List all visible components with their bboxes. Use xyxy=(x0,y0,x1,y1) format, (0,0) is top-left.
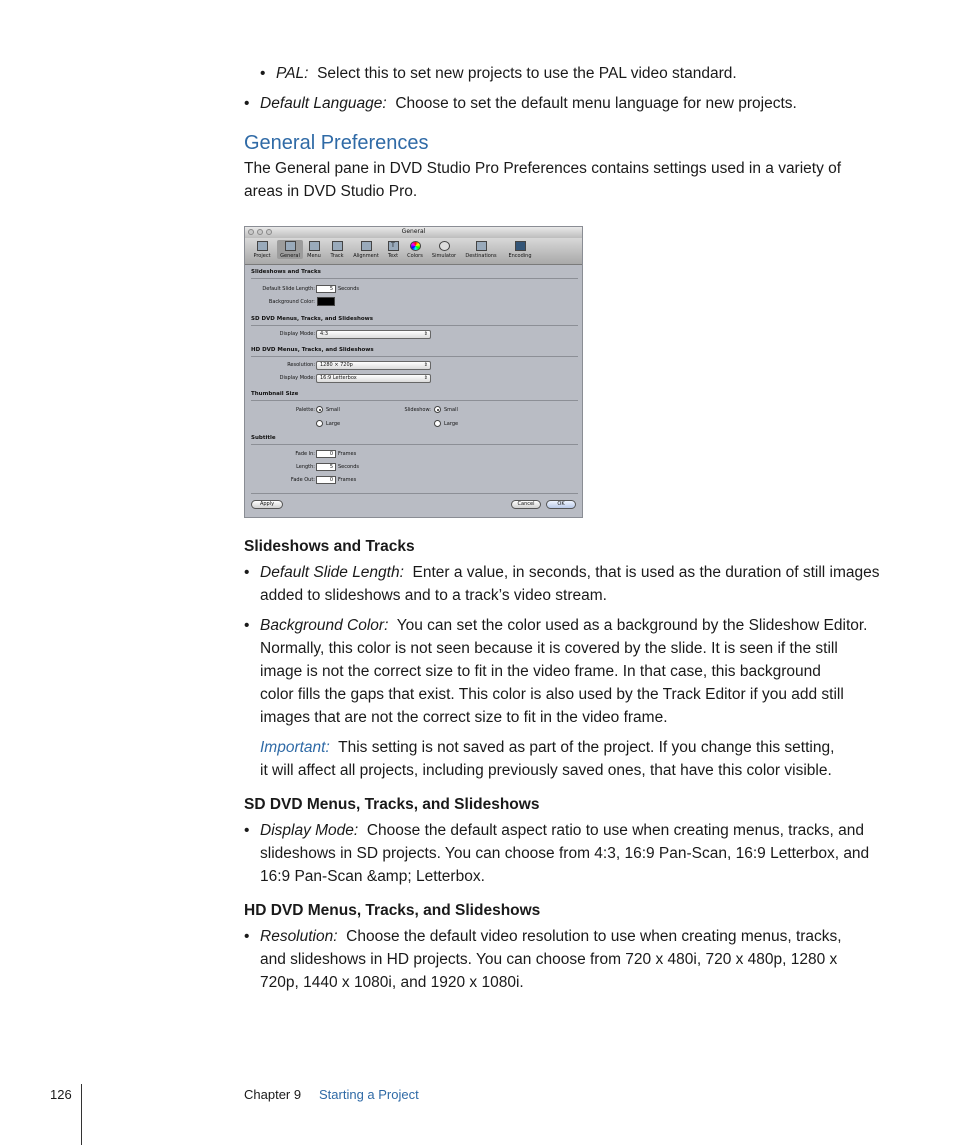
footer-divider xyxy=(81,1084,82,1145)
palette-large-label: Large xyxy=(326,421,341,427)
select-value: 4:3 xyxy=(320,331,329,337)
bullet-text: Choose the default aspect ratio to use when creating menus, tracks, and xyxy=(366,822,864,839)
tab-label: Colors xyxy=(407,253,423,259)
bullet-continuation: and slideshows in HD projects. You can choose from 720 x 480i, 720 x 480p, 1280 x xyxy=(260,951,838,968)
length-unit: Seconds xyxy=(338,464,360,470)
background-color-label: Background Color: xyxy=(268,299,315,305)
tab-label: Alignment xyxy=(353,253,379,259)
slideshow-small-label: Small xyxy=(444,407,458,413)
bullet-term: Resolution: xyxy=(260,928,338,945)
slideshow-large-label: Large xyxy=(444,421,459,427)
encoding-icon xyxy=(515,241,526,251)
important-continuation: it will affect all projects, including previously saved ones, that have this color visible. xyxy=(260,762,832,779)
hd-section-title: HD DVD Menus, Tracks, and Slideshows xyxy=(251,347,374,353)
preferences-window-figure xyxy=(244,226,583,518)
tab-menu[interactable] xyxy=(303,240,325,259)
bullet-term: Display Mode: xyxy=(260,822,359,839)
select-value: 1280 × 720p xyxy=(320,362,353,368)
tab-simulator[interactable] xyxy=(428,240,460,259)
hd-display-mode-label: Display Mode: xyxy=(279,375,315,381)
bullet-term: Background Color: xyxy=(260,617,389,634)
tab-text[interactable] xyxy=(384,240,402,259)
default-slide-length-input[interactable]: 5 xyxy=(316,285,336,293)
palette-label: Palette: xyxy=(295,407,315,413)
alignment-icon xyxy=(361,241,372,251)
bullet-resolution xyxy=(244,925,842,948)
sd-display-mode-label: Display Mode: xyxy=(279,331,315,337)
select-value: 16:9 Letterbox xyxy=(320,375,357,381)
tab-track[interactable] xyxy=(325,240,349,259)
palette-small-label: Small xyxy=(326,407,340,413)
tab-project[interactable] xyxy=(249,240,275,259)
bullet-text: Enter a value, in seconds, that is used as the duration of still images xyxy=(412,564,880,581)
thumbnail-section-title: Thumbnail Size xyxy=(251,391,299,397)
bullet-continuation: added to slideshows and to a track’s video stream. xyxy=(260,587,607,604)
bullet-background-color xyxy=(244,614,868,637)
tab-colors[interactable] xyxy=(403,240,427,259)
preferences-toolbar xyxy=(245,238,582,265)
bullet-term: Default Slide Length: xyxy=(260,564,404,581)
ok-button[interactable]: OK xyxy=(546,500,576,509)
tab-label: Simulator xyxy=(431,253,457,259)
destinations-icon xyxy=(476,241,487,251)
bullet-text: Choose to set the default menu language for new projects. xyxy=(395,95,797,112)
bullet-continuation: Normally, this color is not seen because it is covered by the slide. It is seen if the still xyxy=(260,640,838,657)
fade-in-unit: Frames xyxy=(338,451,357,457)
fade-out-label: Fade Out: xyxy=(290,477,315,483)
divider xyxy=(251,356,578,357)
fade-in-input[interactable]: 0 xyxy=(316,450,336,458)
tab-label: Text xyxy=(387,253,399,259)
fade-out-unit: Frames xyxy=(338,477,357,483)
track-icon xyxy=(332,241,343,251)
slideshow-small-radio[interactable] xyxy=(434,406,441,413)
page-number: 126 xyxy=(50,1087,72,1102)
divider xyxy=(251,278,578,279)
tab-label: Encoding xyxy=(508,253,532,259)
important-text: This setting is not saved as part of the project. If you change this setting, xyxy=(338,739,835,756)
tab-destinations[interactable] xyxy=(461,240,501,259)
slide-length-unit: Seconds xyxy=(338,286,360,292)
background-color-swatch[interactable] xyxy=(317,297,335,306)
slideshows-tracks-heading: Slideshows and Tracks xyxy=(244,538,415,555)
tab-alignment[interactable] xyxy=(349,240,383,259)
general-icon xyxy=(285,241,296,251)
bullet-text: Choose the default video resolution to use when creating menus, tracks, xyxy=(346,928,842,945)
project-icon xyxy=(257,241,268,251)
updown-arrow-icon: ⇕ xyxy=(423,331,428,337)
bullet-continuation: slideshows in SD projects. You can choose from 4:3, 16:9 Pan-Scan, 16:9 Letterbox, and xyxy=(260,845,870,862)
bullet-continuation: 16:9 Pan-Scan &amp; Letterbox. xyxy=(260,868,485,885)
sd-heading: SD DVD Menus, Tracks, and Slideshows xyxy=(244,796,540,813)
default-slide-length-label: Default Slide Length: xyxy=(262,286,315,292)
slideshow-large-radio[interactable] xyxy=(434,420,441,427)
bullet-dot: • xyxy=(244,564,250,581)
chapter-label: Chapter 9 xyxy=(244,1087,302,1102)
slideshows-tracks-section-title: Slideshows and Tracks xyxy=(251,269,321,275)
cancel-button[interactable]: Cancel xyxy=(511,500,541,509)
updown-arrow-icon: ⇕ xyxy=(423,362,428,368)
simulator-icon xyxy=(439,241,450,251)
colors-icon xyxy=(410,241,421,251)
text-icon: T xyxy=(388,241,399,251)
fade-out-input[interactable]: 0 xyxy=(316,476,336,484)
bullet-display-mode xyxy=(244,819,864,842)
slideshow-label: Slideshow: xyxy=(404,407,431,413)
bullet-text: You can set the color used as a background by the Slideshow Editor. xyxy=(396,617,868,634)
divider xyxy=(251,493,578,494)
important-note xyxy=(260,736,834,759)
chapter-title: Starting a Project xyxy=(319,1087,419,1102)
bullet-dot: • xyxy=(244,822,250,839)
tab-label: General xyxy=(280,253,300,259)
bullet-default-slide-length xyxy=(244,561,880,584)
palette-large-radio[interactable] xyxy=(316,420,323,427)
bullet-pal xyxy=(260,62,737,85)
menu-icon xyxy=(309,241,320,251)
apply-button[interactable]: Apply xyxy=(251,500,283,509)
intro-line-2: areas in DVD Studio Pro. xyxy=(244,183,418,200)
tab-general[interactable] xyxy=(277,240,303,259)
bullet-dot: • xyxy=(244,617,250,634)
sd-section-title: SD DVD Menus, Tracks, and Slideshows xyxy=(251,316,374,322)
tab-label: Track xyxy=(330,253,344,259)
bullet-text: Select this to set new projects to use the PAL video standard. xyxy=(317,65,737,82)
palette-small-radio[interactable] xyxy=(316,406,323,413)
length-input[interactable]: 5 xyxy=(316,463,336,471)
tab-label: Menu xyxy=(307,253,321,259)
bullet-default-language xyxy=(244,92,797,115)
window-title: General xyxy=(401,228,426,235)
bullet-dot: • xyxy=(260,65,266,82)
bullet-continuation: images that are not the correct size to fit in the video frame. xyxy=(260,709,668,726)
bullet-continuation: color fills the gaps that exist. This color is also used by the Track Editor if you add still xyxy=(260,686,844,703)
bullet-term: Default Language: xyxy=(260,95,387,112)
divider xyxy=(251,400,578,401)
fade-in-label: Fade In: xyxy=(295,451,315,457)
bullet-dot: • xyxy=(244,95,250,112)
divider xyxy=(251,444,578,445)
length-label: Length: xyxy=(296,464,315,470)
updown-arrow-icon: ⇕ xyxy=(423,375,428,381)
tab-label: Project xyxy=(253,253,271,259)
tab-encoding[interactable] xyxy=(503,240,537,259)
subtitle-section-title: Subtitle xyxy=(251,435,276,441)
divider xyxy=(251,325,578,326)
hd-heading: HD DVD Menus, Tracks, and Slideshows xyxy=(244,902,541,919)
bullet-continuation: image is not the correct size to fit in the video frame. In that case, this background xyxy=(260,663,821,680)
bullet-continuation: 720p, 1440 x 1080i, and 1920 x 1080i. xyxy=(260,974,524,991)
section-heading: General Preferences xyxy=(244,132,429,154)
hd-resolution-select[interactable] xyxy=(316,361,431,370)
bullet-term: PAL: xyxy=(276,65,309,82)
intro-line-1: The General pane in DVD Studio Pro Preferences contains settings used in a variety of xyxy=(244,160,842,177)
tab-label: Destinations xyxy=(465,253,497,259)
sd-display-mode-select[interactable] xyxy=(316,330,431,339)
hd-display-mode-select[interactable] xyxy=(316,374,431,383)
important-label: Important: xyxy=(260,739,330,756)
hd-resolution-label: Resolution: xyxy=(287,362,315,368)
bullet-dot: • xyxy=(244,928,250,945)
